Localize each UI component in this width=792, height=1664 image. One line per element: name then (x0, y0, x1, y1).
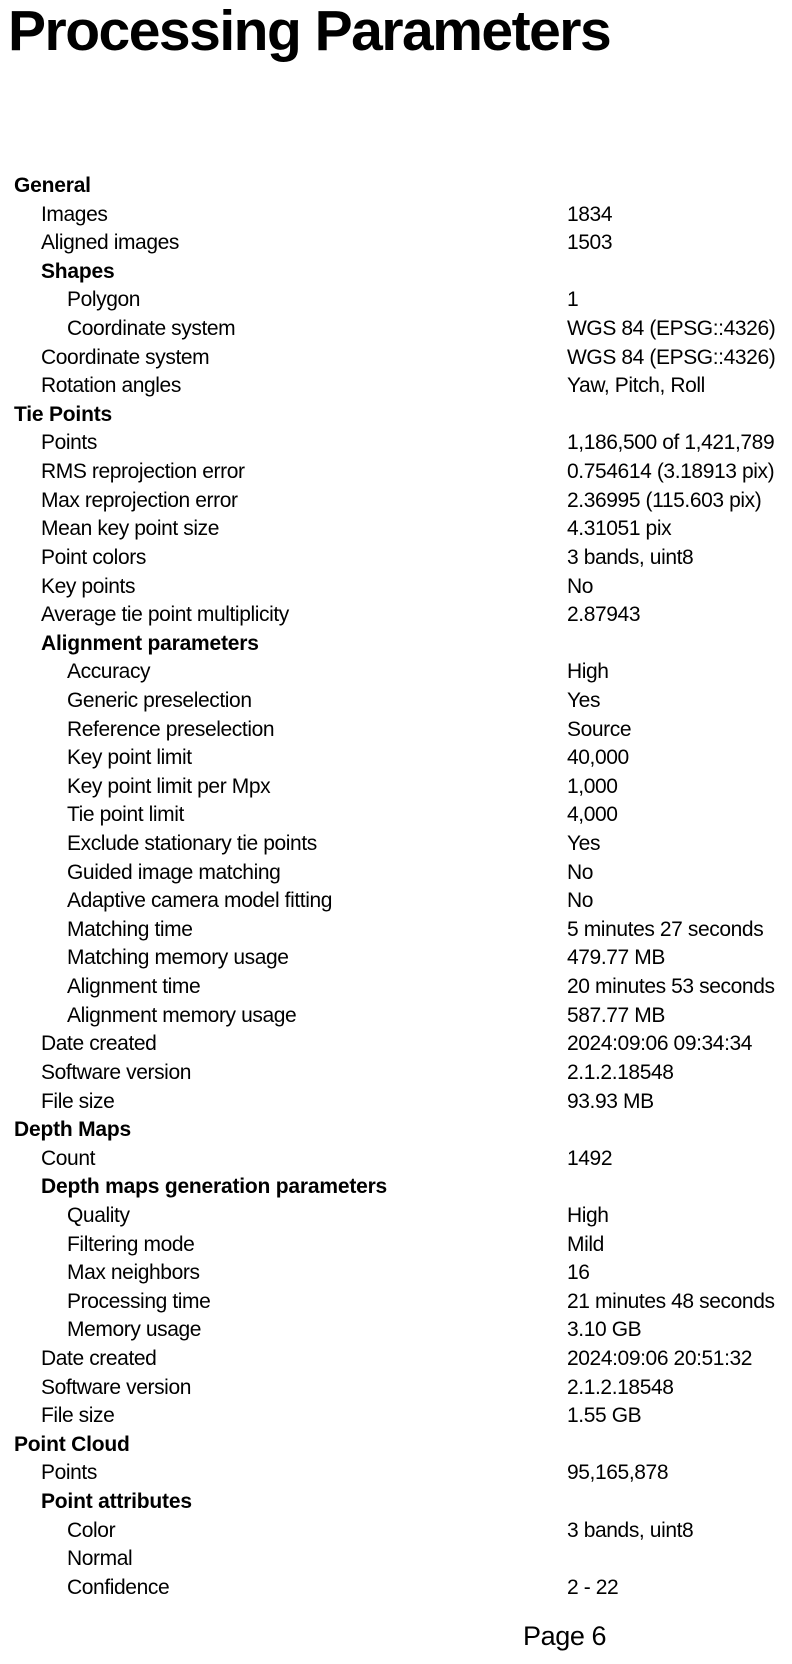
parameter-row (0, 658, 792, 687)
parameter-label: Key point limit per Mpx (67, 774, 271, 798)
parameter-label: Alignment time (67, 975, 201, 999)
parameter-label: Average tie point multiplicity (41, 603, 289, 627)
parameter-label: Count (41, 1146, 96, 1170)
parameter-label: Adaptive camera model fitting (67, 889, 333, 913)
parameter-label: Reference preselection (67, 717, 275, 741)
section-header-row (0, 630, 792, 659)
parameter-label: Memory usage (67, 1318, 202, 1342)
parameter-row (0, 1316, 792, 1345)
parameter-label: Filtering mode (67, 1232, 195, 1256)
parameter-value: No (567, 574, 594, 598)
section-header-label: Alignment parameters (41, 631, 259, 655)
parameter-row (0, 916, 792, 945)
parameter-label: Exclude stationary tie points (67, 832, 317, 856)
parameter-row (0, 1030, 792, 1059)
parameter-label: Generic preselection (67, 688, 252, 712)
parameter-row (0, 372, 792, 401)
parameter-row (0, 1088, 792, 1117)
parameter-label: Coordinate system (67, 317, 236, 341)
parameter-value: 1.55 GB (567, 1404, 642, 1428)
parameter-value: 93.93 MB (567, 1089, 654, 1113)
section-header-row (0, 258, 792, 287)
parameter-value: 5 minutes 27 seconds (567, 917, 764, 941)
parameter-value: 2.1.2.18548 (567, 1375, 674, 1399)
page-number: Page 6 (523, 1621, 607, 1651)
parameter-row (0, 1059, 792, 1088)
parameter-row (0, 716, 792, 745)
parameter-label: Guided image matching (67, 860, 281, 884)
parameter-row (0, 344, 792, 373)
parameter-row (0, 859, 792, 888)
parameter-row (0, 1459, 792, 1488)
parameter-value: Yaw, Pitch, Roll (567, 374, 705, 398)
parameter-label: Point colors (41, 545, 146, 569)
parameter-value: 479.77 MB (567, 946, 665, 970)
parameter-label: Software version (41, 1375, 192, 1399)
parameter-row (0, 944, 792, 973)
parameter-row (0, 315, 792, 344)
parameter-label: Tie point limit (67, 803, 184, 827)
parameter-row (0, 801, 792, 830)
parameter-label: Date created (41, 1346, 157, 1370)
parameter-row (0, 1574, 792, 1603)
parameter-value: WGS 84 (EPSG::4326) (567, 317, 776, 341)
page-title: Processing Parameters (8, 0, 611, 63)
parameter-row (0, 973, 792, 1002)
parameter-value: 587.77 MB (567, 1003, 665, 1027)
parameter-row (0, 1374, 792, 1403)
parameter-row (0, 1202, 792, 1231)
parameter-value: 1 (567, 288, 579, 312)
parameter-label: Accuracy (67, 660, 151, 684)
parameter-value: High (567, 660, 609, 684)
parameter-row (0, 773, 792, 802)
parameter-label: Coordinate system (41, 345, 210, 369)
parameter-value: 0.754614 (3.18913 pix) (567, 460, 775, 484)
parameter-row (0, 1288, 792, 1317)
parameter-row (0, 286, 792, 315)
parameter-label: Max neighbors (67, 1261, 200, 1285)
section-header-row (0, 1431, 792, 1460)
parameter-label: File size (41, 1089, 115, 1113)
parameter-value: 2024:09:06 09:34:34 (567, 1032, 753, 1056)
parameter-row (0, 1145, 792, 1174)
parameter-label: Points (41, 1461, 97, 1485)
parameter-label: Mean key point size (41, 517, 219, 541)
parameter-label: Matching time (67, 917, 193, 941)
parameter-label: Polygon (67, 288, 141, 312)
parameter-row (0, 229, 792, 258)
parameter-label: Quality (67, 1203, 130, 1227)
parameter-label: Alignment memory usage (67, 1003, 297, 1027)
section-header-row (0, 1488, 792, 1517)
parameter-label: Aligned images (41, 231, 179, 255)
parameter-label: Confidence (67, 1575, 170, 1599)
parameter-value: No (567, 860, 594, 884)
parameter-label: Software version (41, 1060, 192, 1084)
parameter-value: 16 (567, 1261, 590, 1285)
parameters-list (0, 172, 792, 1602)
parameter-value: No (567, 889, 594, 913)
parameter-row (0, 515, 792, 544)
parameter-row (0, 1231, 792, 1260)
parameter-value: Yes (567, 832, 601, 856)
parameter-value: WGS 84 (EPSG::4326) (567, 345, 776, 369)
parameter-value: 4.31051 pix (567, 517, 672, 541)
parameter-label: Color (67, 1518, 116, 1542)
parameter-value: 2.36995 (115.603 pix) (567, 488, 762, 512)
parameter-label: Points (41, 431, 97, 455)
parameter-value: 4,000 (567, 803, 618, 827)
parameter-value: 20 minutes 53 seconds (567, 975, 775, 999)
parameter-row (0, 429, 792, 458)
parameter-row (0, 1259, 792, 1288)
parameter-row (0, 201, 792, 230)
parameter-row (0, 1402, 792, 1431)
parameter-label: Images (41, 202, 108, 226)
parameter-value: 2024:09:06 20:51:32 (567, 1346, 753, 1370)
parameter-label: RMS reprojection error (41, 460, 245, 484)
section-header-label: General (14, 174, 91, 197)
parameter-value: 21 minutes 48 seconds (567, 1289, 775, 1313)
parameter-label: Processing time (67, 1289, 211, 1313)
parameter-value: 2 - 22 (567, 1575, 619, 1599)
section-header-row (0, 172, 792, 201)
parameter-row (0, 573, 792, 602)
parameter-value: 40,000 (567, 746, 629, 770)
parameter-value: 1834 (567, 202, 613, 226)
section-header-label: Depth maps generation parameters (41, 1175, 388, 1199)
parameter-label: Key point limit (67, 746, 192, 770)
parameter-row (0, 487, 792, 516)
parameter-label: Max reprojection error (41, 488, 238, 512)
parameter-value: 95,165,878 (567, 1461, 669, 1485)
parameter-value: Mild (567, 1232, 604, 1256)
parameter-row (0, 1545, 792, 1574)
parameter-label: Date created (41, 1032, 157, 1056)
parameter-row (0, 544, 792, 573)
parameter-label: Matching memory usage (67, 946, 289, 970)
parameter-row (0, 1002, 792, 1031)
section-header-label: Tie Points (14, 402, 112, 426)
parameter-value: 1,186,500 of 1,421,789 (567, 431, 775, 455)
parameter-row (0, 1345, 792, 1374)
parameter-value: Yes (567, 688, 601, 712)
parameter-value: 1492 (567, 1146, 613, 1170)
parameter-label: Rotation angles (41, 374, 181, 398)
parameter-value: High (567, 1203, 609, 1227)
parameter-row (0, 887, 792, 916)
parameter-label: Normal (67, 1547, 133, 1571)
parameter-label: Key points (41, 574, 136, 598)
parameter-row (0, 1517, 792, 1546)
parameter-value: 3 bands, uint8 (567, 545, 694, 569)
section-header-label: Depth Maps (14, 1118, 132, 1142)
section-header-label: Shapes (41, 259, 115, 283)
parameter-row (0, 458, 792, 487)
parameter-value: 1,000 (567, 774, 618, 798)
parameter-value: 1503 (567, 231, 613, 255)
parameter-label: File size (41, 1404, 115, 1428)
section-header-row (0, 1116, 792, 1145)
section-header-label: Point Cloud (14, 1432, 130, 1456)
section-header-row (0, 401, 792, 430)
parameter-row (0, 601, 792, 630)
parameter-value: Source (567, 717, 632, 741)
parameter-value: 3.10 GB (567, 1318, 642, 1342)
parameter-value: 2.87943 (567, 603, 641, 627)
parameter-row (0, 687, 792, 716)
parameter-row (0, 830, 792, 859)
section-header-label: Point attributes (41, 1490, 192, 1514)
section-header-row (0, 1173, 792, 1202)
parameter-row (0, 744, 792, 773)
parameter-value: 3 bands, uint8 (567, 1518, 694, 1542)
parameter-value: 2.1.2.18548 (567, 1060, 674, 1084)
